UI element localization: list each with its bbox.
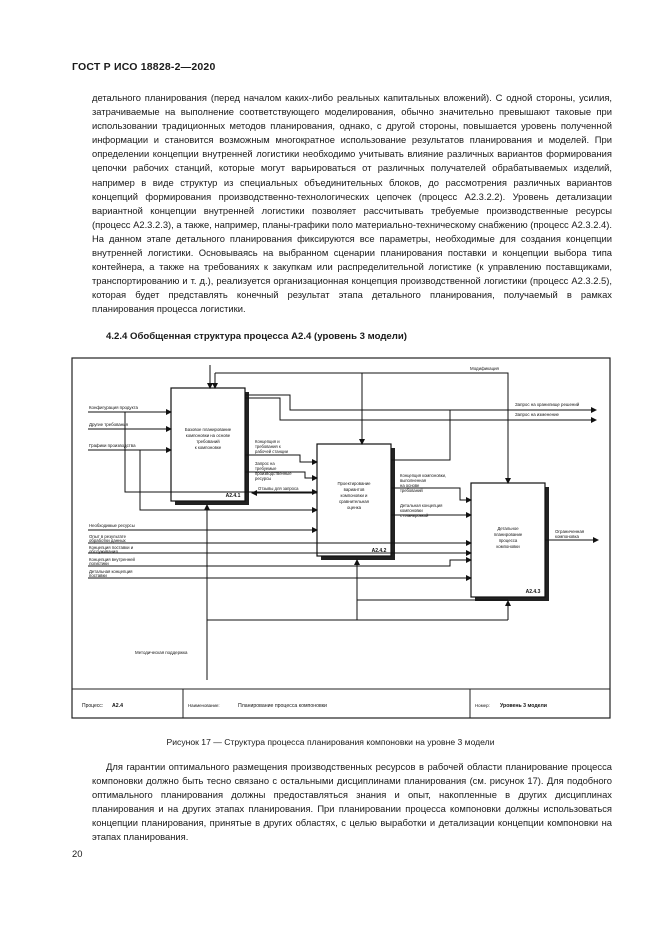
svg-text:Ограниченная: Ограниченная xyxy=(555,529,585,534)
svg-text:A2.4.2: A2.4.2 xyxy=(371,548,387,554)
section-heading: 4.2.4 Обобщенная структура процесса А2.4 (уровень 3 модели) xyxy=(106,331,407,342)
svg-text:Концепция внутренней: Концепция внутренней xyxy=(89,557,135,562)
svg-text:компоновки: компоновки xyxy=(400,508,423,513)
svg-text:сравнительная: сравнительная xyxy=(339,499,369,504)
svg-text:ресурсы: ресурсы xyxy=(255,476,272,481)
svg-text:процесса: процесса xyxy=(498,538,518,543)
svg-text:оценка: оценка xyxy=(347,505,361,510)
paragraph-2: Для гарантии оптимального размещения производственных ресурсов в рабочей области планирование процесса компоновки должно быть тесно связано с остальными дисциплинами планирования (см. рисунок 17). Для подобного оптимального планирования должны предоставляться знания и опыт, накопленные в других дисциплинах планирования и на других этапах планирования. При планировании процесса компоновки должны использоваться концепции планирования, принятые в других областях, с целью выработки и детализации концепции компоновки на этапах планирования. xyxy=(92,761,612,843)
svg-text:Базовое планирование: Базовое планирование xyxy=(184,427,232,432)
svg-text:планирование: планирование xyxy=(493,532,523,537)
svg-text:Запрос на хранилище решений: Запрос на хранилище решений xyxy=(515,402,580,407)
svg-text:Номер:: Номер: xyxy=(475,703,490,708)
svg-text:Уровень 3 модели: Уровень 3 модели xyxy=(500,703,547,709)
svg-text:Другие требования: Другие требования xyxy=(89,422,129,427)
page-number: 20 xyxy=(72,848,83,859)
svg-text:на основе: на основе xyxy=(400,483,420,488)
svg-text:компоновка: компоновка xyxy=(555,534,579,539)
svg-text:Наименование:: Наименование: xyxy=(188,703,220,708)
svg-text:с планировкой: с планировкой xyxy=(400,513,429,518)
svg-text:производственные: производственные xyxy=(255,471,292,476)
control-label: Модификация xyxy=(470,366,499,371)
paragraph-1: детального планирования (перед началом каких-либо реальных капитальных вложений). С одной стороны, усилия, затрачиваемые на выполнение соответствующего моделирования, обычно значительно превышают таковые при использовании традиционных методов планирования, однако, с другой стороны, повышается уровень полученной информации и становится возможным многократное использование результатов планирования и моделей. При определении концепции внутренней логистики необходимо учитывать влияние различных вариантов формирования цепочки рабочих станций, которые могут варьироваться от различных получателей обрабатываемых изделий, например в виде структур из специальных объединительных блоков, до рассмотрения различных вариантов концепций формирования производственно-технологических цепочек (процесс А2.3.2.2). Уровень детализации вариантной концепции внутренней логистики позволяет рассчитывать требуемые производственные ресурсы (процесс А2.3.2.3), а также, например, планы-графики поло материально-техническому снабжению (процесс А2.3.2.4). На данном этапе детального планирования фиксируются все параметры, необходимые для создания концепции внутренней логистики. Основываясь на выбранном сценарии планирования поставки и концепции выбора типа контейнера, а также на требованиях к закупкам или распределительной логистике (к управлению поставщиками, транспортированию и т. д.), реализуется организационная концепция производственной логистики (процесс А2.3.2.5), которая будет представлять конечный результат этапа детального планирования, получаемый в рамках планирования процесса логистики. xyxy=(92,92,612,315)
svg-text:Концепция компоновки,: Концепция компоновки, xyxy=(400,473,447,478)
svg-text:компоновки на основе: компоновки на основе xyxy=(185,433,231,438)
svg-text:логистики: логистики xyxy=(89,561,109,566)
svg-text:Запрос на изменение: Запрос на изменение xyxy=(515,412,559,417)
svg-text:Концепция и: Концепция и xyxy=(255,439,280,444)
svg-text:вариантов: вариантов xyxy=(343,487,365,492)
svg-text:обслуживания: обслуживания xyxy=(89,549,118,554)
svg-text:Концепция поставки и: Концепция поставки и xyxy=(89,545,134,550)
svg-text:обработки данных: обработки данных xyxy=(89,538,126,543)
mechanism-label: Методическая поддержка xyxy=(135,650,188,655)
document-header: ГОСТ Р ИСО 18828-2—2020 xyxy=(72,61,216,73)
svg-text:требований: требований xyxy=(196,439,220,444)
svg-text:к компоновке: к компоновке xyxy=(194,445,222,450)
svg-text:Детальное: Детальное xyxy=(497,526,519,531)
svg-text:Детальная концепция: Детальная концепция xyxy=(89,569,133,574)
svg-text:Конфигурация продукта: Конфигурация продукта xyxy=(89,405,138,410)
svg-text:Планирование процесса компонов: Планирование процесса компоновки xyxy=(238,703,327,709)
svg-text:требования к: требования к xyxy=(255,444,281,449)
svg-text:Детальная концепция: Детальная концепция xyxy=(400,503,443,508)
svg-text:A2.4.1: A2.4.1 xyxy=(225,493,241,499)
svg-text:требуемые: требуемые xyxy=(255,466,277,471)
svg-text:компоновки: компоновки xyxy=(496,544,520,549)
svg-text:компоновки и: компоновки и xyxy=(340,493,368,498)
svg-text:требований: требований xyxy=(400,488,423,493)
svg-text:Опыт в результате: Опыт в результате xyxy=(89,534,126,539)
svg-text:поставки: поставки xyxy=(89,573,107,578)
svg-text:Запрос на: Запрос на xyxy=(255,461,275,466)
svg-text:A2.4.3: A2.4.3 xyxy=(525,589,541,595)
svg-text:рабочей станции: рабочей станции xyxy=(255,449,288,454)
svg-text:Отзывы для запроса: Отзывы для запроса xyxy=(258,486,299,491)
figure-caption: Рисунок 17 — Структура процесса планирования компоновки на уровне 3 модели xyxy=(166,737,495,747)
svg-text:А2.4: А2.4 xyxy=(112,703,123,709)
svg-text:выполненная: выполненная xyxy=(400,478,427,483)
svg-text:Графики производства: Графики производства xyxy=(89,443,136,448)
svg-text:Процесс:: Процесс: xyxy=(82,703,104,709)
svg-text:Необходимые ресурсы: Необходимые ресурсы xyxy=(89,523,135,528)
svg-text:Проектирование: Проектирование xyxy=(337,481,371,486)
